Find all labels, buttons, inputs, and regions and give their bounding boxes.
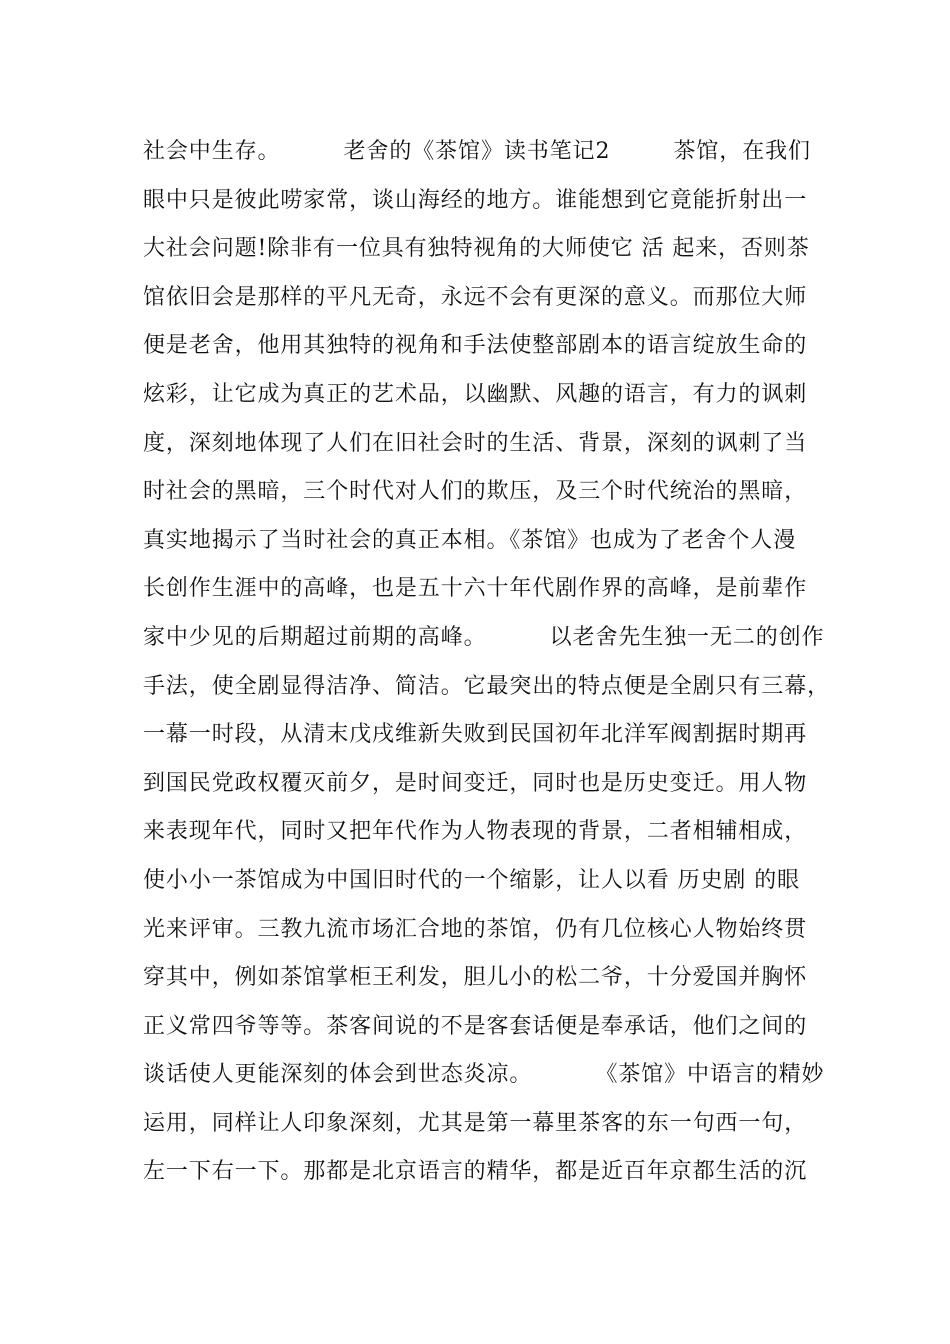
text-line: 家中少见的后期超过前期的高峰。 以老舍先生独一无二的创作 (143, 624, 825, 650)
text-line: 馆依旧会是那样的平凡无奇，永远不会有更深的意义。而那位大师 (143, 284, 808, 310)
text-line: 长创作生涯中的高峰，也是五十六十年代剧作界的高峰，是前辈作 (143, 576, 808, 602)
text-line: 来表现年代，同时又把年代作为人物表现的背景，二者相辅相成， (143, 819, 808, 845)
text-line: 大社会问题!除非有一位具有独特视角的大师使它 活 起来，否则茶 (143, 236, 810, 262)
text-line: 社会中生存。 老舍的《茶馆》读书笔记2 茶馆，在我们 (143, 139, 811, 164)
body-text (143, 128, 831, 1197)
text-line: 光来评审。三教九流市场汇合地的茶馆，仍有几位核心人物始终贯 (143, 916, 808, 942)
text-line: 真实地揭示了当时社会的真正本相。《茶馆》也成为了老舍个人漫 (143, 527, 797, 553)
text-line: 穿其中，例如茶馆掌柜王利发，胆儿小的松二爷，十分爱国并胸怀 (143, 965, 808, 991)
text-line: 度，深刻地体现了人们在旧社会时的生活、背景，深刻的讽刺了当 (143, 430, 808, 456)
text-line: 到国民党政权覆灭前夕，是时间变迁，同时也是历史变迁。用人物 (143, 770, 808, 796)
text-line: 炫彩，让它成为真正的艺术品，以幽默、风趣的语言，有力的讽刺 (143, 381, 808, 407)
text-line: 便是老舍，他用其独特的视角和手法使整部剧本的语言绽放生命的 (143, 333, 808, 359)
text-line: 一幕一时段，从清末戊戌维新失败到民国初年北洋军阀割据时期再 (143, 722, 808, 748)
text-line: 眼中只是彼此唠家常，谈山海经的地方。谁能想到它竟能折射出一 (143, 187, 808, 213)
text-line: 时社会的黑暗，三个时代对人们的欺压，及三个时代统治的黑暗， (143, 479, 808, 505)
text-line: 运用，同样让人印象深刻，尤其是第一幕里茶客的东一句西一句， (143, 1110, 808, 1136)
text-line: 手法，使全剧显得洁净、简洁。它最突出的特点便是全剧只有三幕， (143, 673, 831, 699)
text-line: 使小小一茶馆成为中国旧时代的一个缩影，让人以看 历史剧 的眼 (143, 867, 800, 893)
text-line: 谈话使人更能深刻的体会到世态炎凉。 《茶馆》中语言的精妙 (143, 1062, 825, 1088)
text-line: 左一下右一下。那都是北京语言的精华，都是近百年京都生活的沉 (143, 1159, 808, 1185)
text-line: 正义常四爷等等。茶客间说的不是客套话便是奉承话，他们之间的 (143, 1013, 808, 1039)
